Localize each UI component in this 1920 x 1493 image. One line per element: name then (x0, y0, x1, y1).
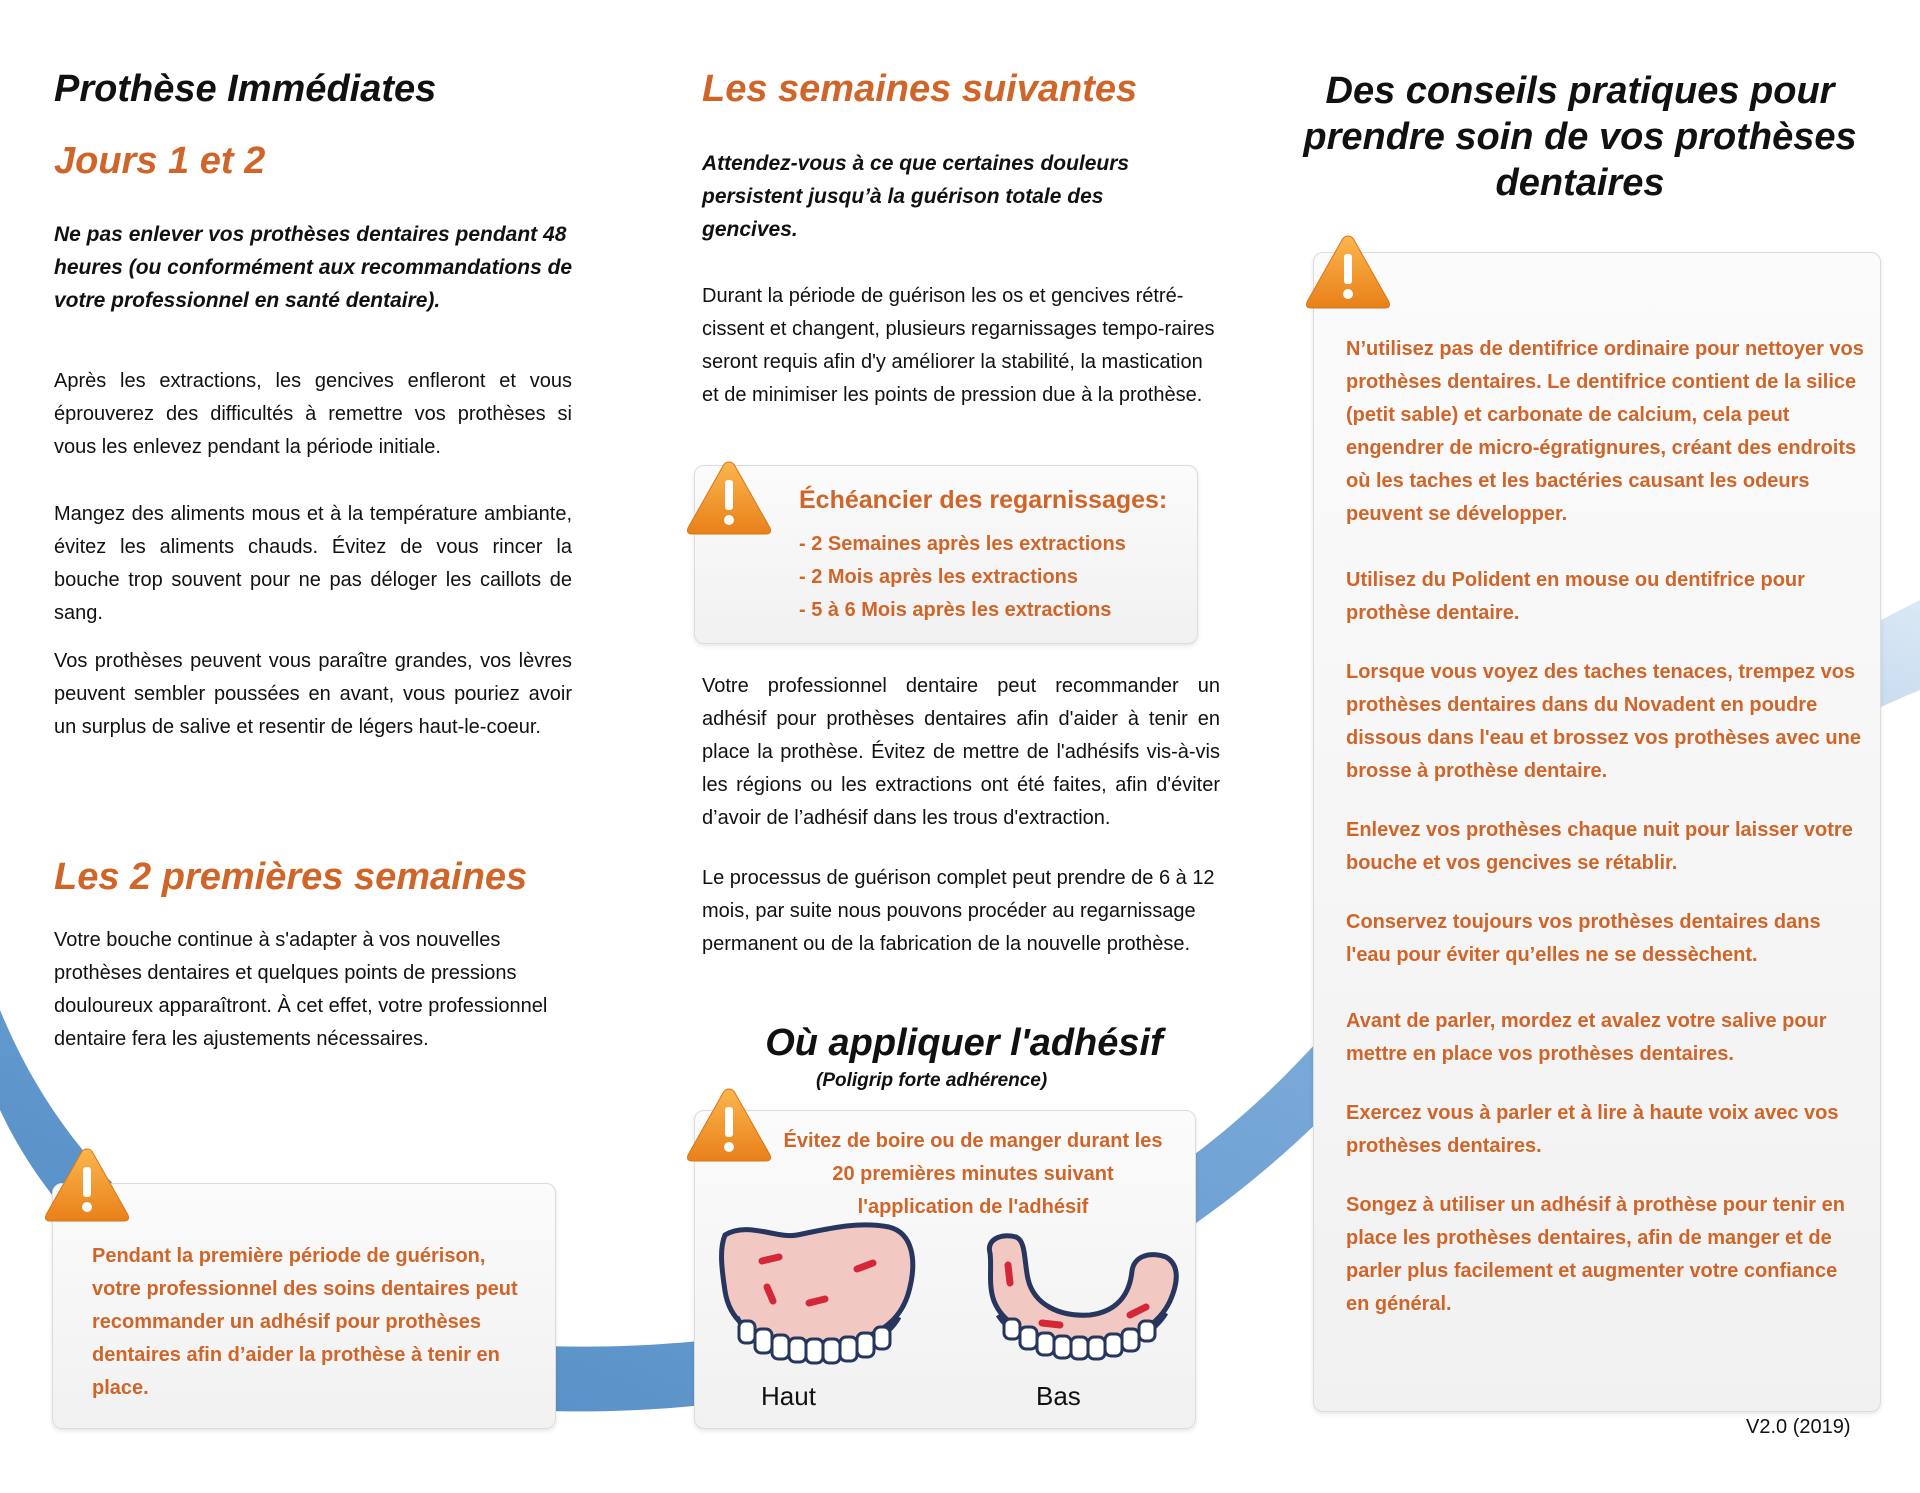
upper-denture-icon (717, 1221, 922, 1371)
middle-paragraph-2: Votre professionnel dentaire peut recommander un adhésif pour prothèses dentaires afin d'aider à tenir en place la prothèse. Évitez de mettre de l'adhésifs vis-à-vis les régions ou les extractions ont été faites, afin d'éviter d’avoir de l’adhésif dans les trous d'extraction. (702, 675, 1220, 829)
schedule-item: - 2 Semaines après les extractions (799, 533, 1126, 555)
schedule-item: - 5 à 6 Mois après les extractions (799, 599, 1112, 621)
tip-item: Avant de parler, mordez et avalez votre salive pour mettre en place vos prothèses dentaires. (1346, 1010, 1827, 1065)
right-title: Des conseils pratiques pour prendre soin de vos prothèses dentaires (1303, 70, 1857, 204)
tip-item: Songez à utiliser un adhésif à prothèse pour tenir en place les prothèses dentaires, afin de manger et de parler plus facilement et augmenter votre confiance en général. (1346, 1194, 1845, 1315)
tip-item: Enlevez vos prothèses chaque nuit pour laisser votre bouche et vos gencives se rétablir. (1346, 819, 1853, 874)
left-warning-text: Pendant la première période de guérison, votre professionnel des soins dentaires peut recommander un adhésif pour prothèses dentaires afin d’aider la prothèse à tenir en place. (92, 1245, 518, 1399)
version-label: V2.0 (2019) (1746, 1416, 1851, 1438)
middle-paragraph-3: Le processus de guérison complet peut prendre de 6 à 12 mois, par suite nous pouvons procéder au regarnissage permanent ou de la fabrication de la nouvelle prothèse. (702, 867, 1215, 955)
warning-icon (42, 1145, 132, 1225)
middle-lead: Attendez-vous à ce que certaines douleurs persistent jusqu’à la guérison totale des gencives. (702, 152, 1130, 241)
schedule-list (799, 528, 1126, 627)
adhesive-warning-text: Évitez de boire ou de manger durant les 20 premières minutes suivant l'application de l'adhésif (783, 1130, 1163, 1218)
left-title: Prothèse Immédiates (54, 68, 437, 110)
weeks-paragraph: Votre bouche continue à s'adapter à vos nouvelles prothèses dentaires et quelques points de pressions douloureux apparaîtront. À cet effet, votre professionnel dentaire fera les ajustements nécessaires. (54, 929, 548, 1050)
upper-label: Haut (761, 1381, 816, 1411)
schedule-item: - 2 Mois après les extractions (799, 566, 1079, 588)
tip-item: Lorsque vous voyez des taches tenaces, trempez vos prothèses dentaires dans du Novadent en poudre dissous dans l'eau et brossez vos prothèses avec une brosse à prothèse dentaire. (1346, 661, 1861, 782)
middle-title: Les semaines suivantes (702, 68, 1138, 110)
schedule-title: Échéancier des regarnissages: (799, 486, 1168, 514)
middle-paragraph-1: Durant la période de guérison les os et gencives rétré-cissent et changent, plusieurs regarnissages tempo-raires seront requis afin d'y améliorer la stabilité, la mastication et de minimiser les points de pression due à la prothèse. (702, 285, 1215, 406)
days-paragraph-3: Vos prothèses peuvent vous paraître grandes, vos lèvres peuvent sembler poussées en avant, vous pouriez avoir un surplus de salive et resentir de légers haut-le-coeur. (54, 650, 572, 738)
days-section (54, 140, 574, 183)
tip-item: Conservez toujours vos prothèses dentaires dans l'eau pour éviter qu’elles ne se dessèchent. (1346, 911, 1821, 966)
tips-list (1346, 333, 1866, 1321)
days-lead: Ne pas enlever vos prothèses dentaires pendant 48 heures (ou conformément aux recommandations de votre professionnel en santé dentaire). (54, 223, 573, 312)
tips-box (1313, 252, 1881, 1412)
adhesive-title: Où appliquer l'adhésif (765, 1022, 1163, 1064)
weeks-heading: Les 2 premières semaines (54, 856, 528, 898)
days-heading: Jours 1 et 2 (54, 140, 266, 182)
tip-item: Utilisez du Polident en mouse ou dentifrice pour prothèse dentaire. (1346, 569, 1805, 624)
warning-icon (684, 1085, 774, 1165)
days-paragraph-2: Mangez des aliments mous et à la température ambiante, évitez les aliments chauds. Évitez de vous rincer la bouche trop souvent pour ne pas déloger les caillots de sang. (54, 503, 572, 624)
adhesive-subtitle: (Poligrip forte adhérence) (816, 1070, 1048, 1091)
lower-denture-icon (980, 1231, 1185, 1371)
tip-item: N’utilisez pas de dentifrice ordinaire pour nettoyer vos prothèses dentaires. Le dentifrice contient de la silice (petit sable) et carbonate de calcium, cela peut engendrer de micro-égratignures, créant des endroits où les taches et les bactéries causant les odeurs peuvent se développer. (1346, 338, 1864, 525)
warning-icon (1303, 232, 1393, 312)
days-paragraph-1: Après les extractions, les gencives enfleront et vous éprouverez des difficultés à remettre vos prothèses si vous les enlevez pendant la période initiale. (54, 370, 572, 458)
tip-item: Exercez vous à parler et à lire à haute voix avec vos prothèses dentaires. (1346, 1102, 1839, 1157)
left-column (54, 68, 574, 111)
lower-label: Bas (1036, 1381, 1081, 1411)
warning-icon (684, 458, 774, 538)
